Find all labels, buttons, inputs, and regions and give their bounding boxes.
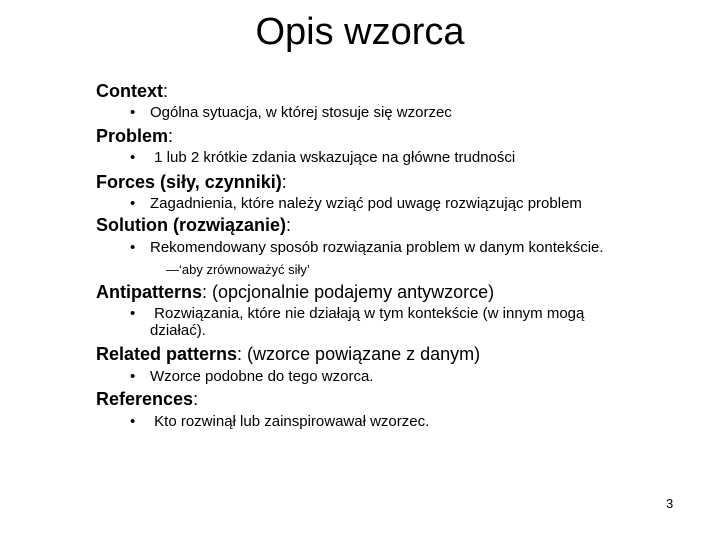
bullet-text: Ogólna sytuacja, w której stosuje się wzorzec: [150, 104, 452, 121]
subbullet-item-solution: —‘aby zrównoważyć siły’: [166, 262, 310, 277]
section-heading-antipatterns: [96, 281, 494, 303]
section-suffix: : (opcjonalnie podajemy antywzorce): [202, 282, 495, 302]
bullet-item-context: [130, 104, 452, 122]
bullet-text: Wzorce podobne do tego wzorca.: [150, 368, 374, 385]
bullet-item-problem: [130, 149, 515, 167]
section-suffix: :: [286, 215, 292, 235]
section-label: Antipatterns: [96, 282, 203, 302]
section-suffix: : (wzorce powiązane z danym): [237, 344, 481, 364]
section-heading-context: [96, 80, 168, 102]
section-heading-solution: [96, 214, 291, 236]
section-label: Related patterns: [96, 344, 238, 364]
section-label: Problem: [96, 126, 169, 146]
bullet-dot-icon: •: [130, 149, 136, 166]
bullet-text: Zagadnienia, które należy wziąć pod uwagę rozwiązując problem: [150, 195, 582, 212]
section-suffix: :: [163, 81, 169, 101]
section-heading-related-patterns: [96, 343, 480, 365]
bullet-text: Kto rozwinął lub zainspirowawał wzorzec.: [150, 413, 430, 430]
section-suffix: :: [193, 389, 199, 409]
section-heading-forces: [96, 171, 287, 193]
page-number: 3: [666, 496, 674, 511]
section-label: Context: [96, 81, 163, 101]
bullet-text-line1: Rozwiązania, które nie działają w tym kontekście (w innym mogą: [150, 305, 585, 322]
bullet-item-forces: [130, 195, 582, 213]
section-suffix: :: [281, 172, 287, 192]
bullet-text: Rekomendowany sposób rozwiązania problem w danym kontekście.: [150, 239, 604, 256]
section-heading-references: [96, 388, 198, 410]
bullet-dot-icon: •: [130, 305, 136, 322]
section-label: References: [96, 389, 194, 409]
bullet-item-references: [130, 413, 429, 431]
bullet-dot-icon: •: [130, 104, 136, 121]
bullet-dot-icon: •: [130, 239, 136, 256]
section-suffix: :: [168, 126, 174, 146]
bullet-item-antipatterns: [130, 305, 692, 339]
bullet-dot-icon: •: [130, 195, 136, 212]
bullet-item-solution: [130, 239, 604, 257]
bullet-item-related-patterns: [130, 368, 373, 386]
section-heading-problem: [96, 125, 173, 147]
bullet-text-line2: działać).: [150, 322, 206, 339]
bullet-dot-icon: •: [130, 413, 136, 430]
bullet-text: 1 lub 2 krótkie zdania wskazujące na główne trudności: [150, 149, 516, 166]
section-label: Solution (rozwiązanie): [96, 215, 287, 235]
bullet-dot-icon: •: [130, 368, 136, 385]
section-label: Forces (siły, czynniki): [96, 172, 282, 192]
slide-title: Opis wzorca: [255, 11, 465, 53]
